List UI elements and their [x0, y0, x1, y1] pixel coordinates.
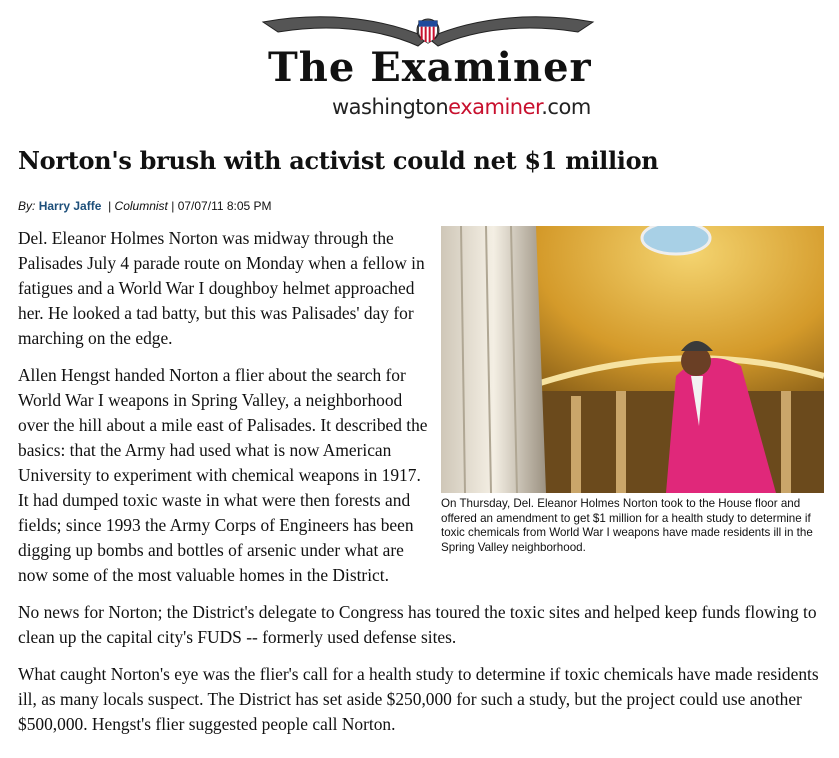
article-body: [18, 226, 826, 749]
masthead-title: The Examiner: [268, 44, 592, 91]
article-figure: [441, 226, 826, 555]
url-part: washington: [332, 95, 449, 119]
rotunda-photo-illustration: [441, 226, 824, 493]
url-part: .com: [541, 95, 591, 119]
timestamp: 07/07/11 8:05 PM: [177, 199, 272, 213]
author-role: Columnist: [114, 199, 168, 213]
photo-caption: On Thursday, Del. Eleanor Holmes Norton took to the House floor and offered an amendment to get $1 million for a health study to determine if toxic chemicals from World War I weapons have made residents ill in the Spring Valley neighborhood.: [441, 497, 813, 554]
article-paragraph: Allen Hengst handed Norton a flier about the search for World War I weapons in Spring Valley, a neighborhood over the hill about a mile east of Palisades. It described the basics: that the Army had used what is now American University to experiment with chemical weapons in 1917. It had dumped toxic waste in what were then forests and fields; since 1993 the Army Corps of Engineers has been digging up bombs and bottles of arsenic under what are now some of the most valuable homes in the District.: [18, 365, 428, 585]
article-photo[interactable]: [441, 226, 824, 493]
author-link[interactable]: Harry Jaffe: [38, 199, 102, 213]
article-paragraph: What caught Norton's eye was the flier's call for a health study to determine if toxic chemicals have made residents ill, as many locals suspect. The District has set aside $250,000 for such a study, but the project could use another $500,000. Hengst's flier suggested people call Norton.: [18, 664, 819, 734]
article-paragraph: Del. Eleanor Holmes Norton was midway through the Palisades July 4 parade route on Monday when a fellow in fatigues and a World War I doughboy helmet approached her. He looked a tad batty, but this was Palisades' day for marching on the edge.: [18, 228, 425, 348]
separator: |: [108, 199, 112, 213]
shield-icon: [418, 20, 438, 44]
headline: Norton's brush with activist could net $1 million: [18, 146, 659, 175]
url-part-brand: examiner: [448, 95, 542, 119]
article-paragraph: No news for Norton; the District's delegate to Congress has toured the toxic sites and helped keep funds flowing to clean up the capital city's FUDS -- formerly used defense sites.: [18, 602, 817, 647]
separator: |: [171, 199, 175, 213]
masthead-url: [332, 94, 591, 120]
byline: [18, 199, 272, 214]
by-label: By:: [18, 199, 36, 213]
masthead-logo[interactable]: [238, 12, 618, 124]
